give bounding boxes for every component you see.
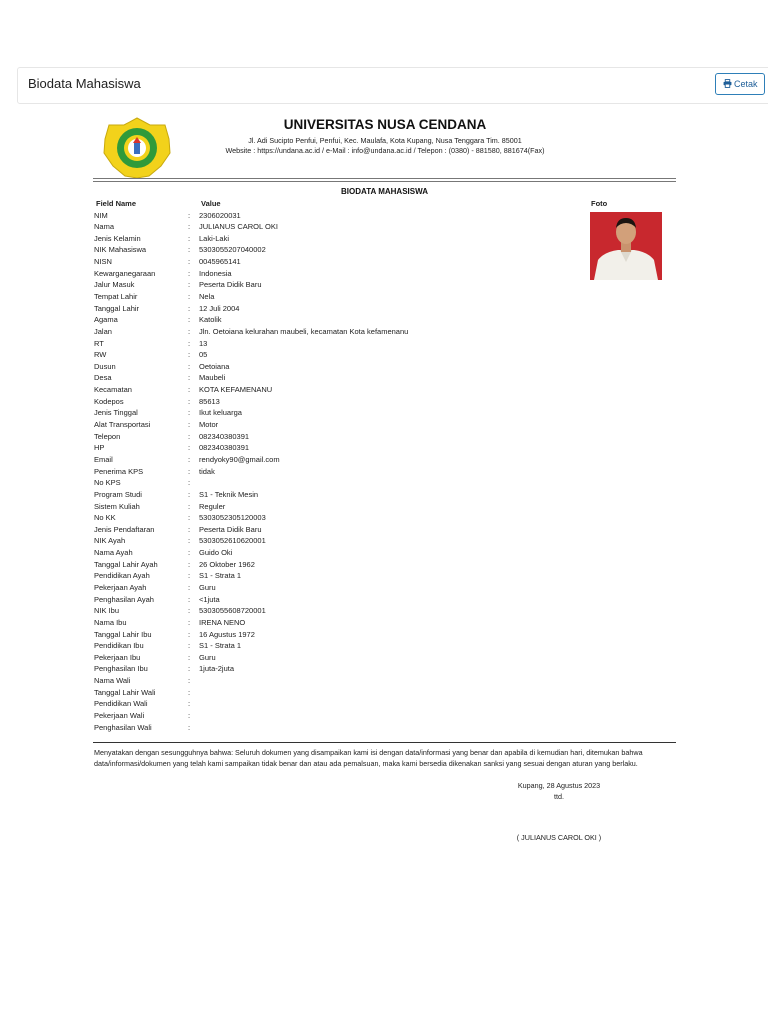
field-value: Laki-Laki (199, 233, 230, 243)
field-label: RT (94, 338, 104, 348)
table-row (94, 535, 594, 547)
table-row (94, 221, 594, 233)
separator: : (188, 222, 191, 232)
separator: : (188, 280, 191, 290)
table-row (94, 431, 594, 443)
field-value: S1 - Teknik Mesin (199, 489, 259, 499)
separator: : (188, 699, 191, 709)
field-value: Peserta Didik Baru (199, 280, 262, 290)
field-label: HP (94, 443, 105, 453)
header-divider-top (93, 178, 676, 179)
field-value: 5303052305120003 (199, 513, 266, 523)
separator: : (188, 350, 191, 360)
separator: : (188, 210, 191, 220)
declaration-text: Menyatakan dengan sesungguhnya bahwa: Seluruh dokumen yang disampaikan kami isi dengan data/informasi yang benar dan apabila di kemudian hari, ditemukan bahwa data/informasi/dokumen yang telah kami sampaikan tidak benar dan atau ada pemalsuan, maka kami bersedia dikenakan sanksi yang sesuai dengan aturan yang berlaku. (94, 748, 643, 769)
column-header-foto: Foto (591, 199, 608, 208)
table-row (94, 454, 594, 466)
field-value: 13 (199, 338, 208, 348)
separator: : (188, 303, 191, 313)
printer-icon (723, 75, 732, 95)
field-value: tidak (199, 466, 215, 476)
column-header-field: Field Name (96, 199, 137, 208)
table-row (94, 396, 594, 408)
table-row (94, 407, 594, 419)
field-label: Kodepos (94, 396, 124, 406)
field-label: No KPS (94, 478, 121, 488)
field-label: NIK Mahasiswa (94, 245, 147, 255)
field-value: Peserta Didik Baru (199, 524, 262, 534)
separator: : (188, 664, 191, 674)
separator: : (188, 594, 191, 604)
field-value: 5303055207040002 (199, 245, 266, 255)
print-button[interactable] (715, 73, 765, 95)
separator: : (188, 431, 191, 441)
field-label: No KK (94, 513, 116, 523)
field-label: Penghasilan Wali (94, 722, 152, 732)
field-value: 5303052610620001 (199, 536, 266, 546)
table-row (94, 291, 594, 303)
separator: : (188, 315, 191, 325)
field-value: 0045965141 (199, 257, 241, 267)
field-label: Telepon (94, 431, 121, 441)
field-label: Jalur Masuk (94, 280, 135, 290)
column-header-value: Value (201, 199, 221, 208)
separator: : (188, 466, 191, 476)
table-row (94, 559, 594, 571)
table-row (94, 652, 594, 664)
separator: : (188, 443, 191, 453)
table-row (94, 570, 594, 582)
separator: : (188, 361, 191, 371)
separator: : (188, 571, 191, 581)
table-row (94, 442, 594, 454)
university-address: Jl. Adi Sucipto Penfui, Penfui, Kec. Maulafa, Kota Kupang, Nusa Tenggara Tim. 85001 (248, 136, 522, 145)
field-label: Tanggal Lahir Ibu (94, 629, 152, 639)
field-value: rendyoky90@gmail.com (199, 454, 280, 464)
field-value: Katolik (199, 315, 222, 325)
table-row (94, 268, 594, 280)
page-header-card (17, 67, 768, 104)
table-row (94, 361, 594, 373)
field-label: Jenis Tinggal (94, 408, 138, 418)
field-value: Motor (199, 420, 219, 430)
separator: : (188, 291, 191, 301)
table-row (94, 489, 594, 501)
field-label: Agama (94, 315, 118, 325)
table-row (94, 698, 594, 710)
field-label: Dusun (94, 361, 116, 371)
separator: : (188, 385, 191, 395)
separator: : (188, 629, 191, 639)
statement-divider (93, 742, 676, 743)
table-row (94, 582, 594, 594)
field-label: Desa (94, 373, 112, 383)
separator: : (188, 652, 191, 662)
field-value: 12 Juli 2004 (199, 303, 240, 313)
field-label: Nama Wali (94, 676, 131, 686)
separator: : (188, 233, 191, 243)
table-row (94, 338, 594, 350)
table-row (94, 640, 594, 652)
separator: : (188, 583, 191, 592)
field-value: 082340380391 (199, 431, 250, 441)
field-value: 05 (199, 350, 208, 360)
field-value: Reguler (199, 501, 226, 511)
separator: : (188, 373, 191, 383)
field-value: JULIANUS CAROL OKI (199, 222, 278, 232)
table-row (94, 710, 594, 722)
field-value: Guru (199, 583, 216, 592)
page-title: Biodata Mahasiswa (28, 76, 141, 91)
field-label: Tanggal Lahir (94, 303, 140, 313)
separator: : (188, 338, 191, 348)
field-label: Pendidikan Ayah (94, 571, 150, 581)
field-label: Kecamatan (94, 385, 132, 395)
field-label: Penghasilan Ayah (94, 594, 154, 604)
field-value: Guido Oki (199, 548, 233, 558)
print-button-label: Cetak (734, 79, 758, 89)
field-label: Jalan (94, 326, 112, 336)
field-label: NIM (94, 210, 108, 220)
table-row (94, 244, 594, 256)
table-row (94, 477, 594, 489)
field-label: Nama (94, 222, 115, 232)
field-value: Guru (199, 652, 216, 662)
field-value: 16 Agustus 1972 (199, 629, 255, 639)
field-label: Pekerjaan Ayah (94, 583, 147, 592)
table-row (94, 663, 594, 675)
table-row (94, 384, 594, 396)
table-row (94, 675, 594, 687)
field-value: S1 - Strata 1 (199, 641, 242, 651)
table-row (94, 594, 594, 606)
field-label: Pekerjaan Wali (94, 711, 145, 721)
table-row (94, 501, 594, 513)
field-value: IRENA NENO (199, 617, 246, 627)
separator: : (188, 711, 191, 721)
field-value: 26 Oktober 1962 (199, 559, 255, 569)
signature-name: ( JULIANUS CAROL OKI ) (516, 833, 602, 842)
table-row (94, 466, 594, 478)
separator: : (188, 478, 191, 488)
field-label: Pendidikan Wali (94, 699, 148, 709)
field-label: Jenis Kelamin (94, 233, 141, 243)
separator: : (188, 606, 191, 616)
field-value: Ikut keluarga (199, 408, 242, 418)
separator: : (188, 408, 191, 418)
field-label: NIK Ibu (94, 606, 120, 616)
field-label: Penghasilan Ibu (94, 664, 148, 674)
separator: : (188, 257, 191, 267)
separator: : (188, 536, 191, 546)
field-label: Nama Ibu (94, 617, 127, 627)
table-row (94, 279, 594, 291)
separator: : (188, 617, 191, 627)
field-value: 082340380391 (199, 443, 250, 453)
table-row (94, 349, 594, 361)
field-value: <1juta (199, 594, 220, 604)
separator: : (188, 559, 191, 569)
table-row (94, 617, 594, 629)
header-divider-bottom (93, 181, 676, 182)
separator: : (188, 326, 191, 336)
table-row (94, 605, 594, 617)
field-label: Alat Transportasi (94, 420, 151, 430)
field-value: KOTA KEFAMENANU (199, 385, 273, 395)
separator: : (188, 501, 191, 511)
table-row (94, 547, 594, 559)
field-label: Nama Ayah (94, 548, 133, 558)
table-row (94, 512, 594, 524)
table-row (94, 687, 594, 699)
separator: : (188, 513, 191, 523)
university-name: UNIVERSITAS NUSA CENDANA (283, 117, 487, 132)
field-value: Oetoiana (199, 361, 230, 371)
separator: : (188, 548, 191, 558)
biodata-table (94, 210, 594, 734)
separator: : (188, 268, 191, 278)
field-label: Tempat Lahir (94, 291, 138, 301)
separator: : (188, 454, 191, 464)
field-value: 1juta-2juta (199, 664, 235, 674)
signature-ttd: ttd. (554, 792, 564, 801)
separator: : (188, 641, 191, 651)
field-value: Maubeli (199, 373, 226, 383)
table-row (94, 372, 594, 384)
field-label: NISN (94, 257, 112, 267)
separator: : (188, 245, 191, 255)
table-row (94, 722, 594, 734)
field-value: Indonesia (199, 268, 232, 278)
field-value: 2306020031 (199, 210, 241, 220)
separator: : (188, 722, 191, 732)
field-label: Tanggal Lahir Ayah (94, 559, 158, 569)
section-title: BIODATA MAHASISWA (341, 187, 428, 196)
field-label: RW (94, 350, 107, 360)
field-label: Tanggal Lahir Wali (94, 687, 156, 697)
field-value: Jln. Oetoiana kelurahan maubeli, kecamatan Kota kefamenanu (199, 326, 409, 336)
student-photo (590, 212, 662, 280)
university-contact: Website : https://undana.ac.id / e-Mail : info@undana.ac.id / Telepon : (0380) - 881580, 881674(Fax) (225, 146, 545, 155)
field-label: Jenis Pendaftaran (94, 524, 155, 534)
field-label: Sistem Kuliah (94, 501, 140, 511)
field-label: Pendidikan Ibu (94, 641, 144, 651)
field-value: S1 - Strata 1 (199, 571, 242, 581)
separator: : (188, 489, 191, 499)
table-row (94, 629, 594, 641)
field-label: Kewarganegaraan (94, 268, 156, 278)
field-label: NIK Ayah (94, 536, 126, 546)
separator: : (188, 420, 191, 430)
field-label: Email (94, 454, 113, 464)
field-value: Nela (199, 291, 215, 301)
field-label: Program Studi (94, 489, 142, 499)
separator: : (188, 524, 191, 534)
separator: : (188, 687, 191, 697)
table-row (94, 233, 594, 245)
table-row (94, 326, 594, 338)
table-row (94, 210, 594, 222)
table-row (94, 524, 594, 536)
signature-place-date: Kupang, 28 Agustus 2023 (517, 781, 601, 790)
table-row (94, 256, 594, 268)
field-value: 85613 (199, 396, 220, 406)
table-row (94, 419, 594, 431)
field-value: 5303055608720001 (199, 606, 266, 616)
separator: : (188, 396, 191, 406)
separator: : (188, 676, 191, 686)
table-row (94, 314, 594, 326)
table-row (94, 303, 594, 315)
field-label: Pekerjaan Ibu (94, 652, 141, 662)
field-label: Penerima KPS (94, 466, 144, 476)
